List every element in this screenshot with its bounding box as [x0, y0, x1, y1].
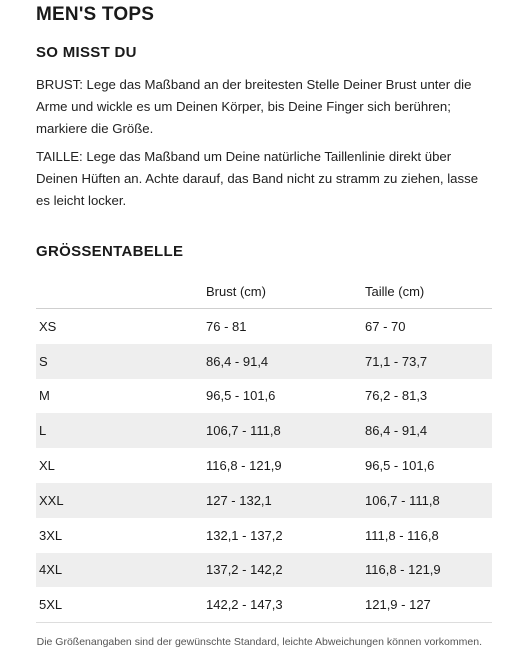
table-row — [36, 379, 492, 414]
size-cell: XL — [39, 458, 55, 474]
taille-cell: 76,2 - 81,3 — [365, 388, 428, 404]
taille-cell: 106,7 - 111,8 — [365, 483, 492, 518]
table-row — [36, 309, 492, 344]
brust-line: Arme und wickle es um Deinen Körper, bis Deine Finger sich berühren; — [36, 99, 451, 114]
brust-cell: 76 - 81 — [206, 318, 247, 334]
table-row — [36, 483, 492, 518]
brust-cell: 132,1 - 137,2 — [206, 527, 283, 543]
measure-heading: SO MISST DU — [36, 44, 137, 61]
size-cell: 4XL — [36, 553, 206, 588]
taille-cell: 71,1 - 73,7 — [365, 344, 492, 379]
brust-cell: 142,2 - 147,3 — [206, 587, 365, 622]
brust-cell: 106,7 - 111,8 — [206, 413, 365, 448]
size-cell: XXL — [36, 483, 206, 518]
size-cell: M — [39, 388, 50, 404]
table-row — [36, 587, 492, 622]
size-cell: XS — [39, 318, 57, 334]
size-cell: S — [36, 344, 206, 379]
brust-line: markiere die Größe. — [36, 121, 154, 136]
brust-line: BRUST: Lege das Maßband an der breitesten Stelle Deiner Brust unter die — [36, 77, 472, 92]
brust-cell: 137,2 - 142,2 — [206, 553, 365, 588]
size-cell: 3XL — [39, 527, 63, 543]
brust-cell: 116,8 - 121,9 — [206, 458, 282, 474]
taille-line: es leicht locker. — [36, 193, 127, 208]
taille-cell: 86,4 - 91,4 — [365, 413, 492, 448]
header-size — [36, 274, 206, 309]
table-row — [36, 553, 492, 588]
header-taille: Taille (cm) — [365, 274, 492, 309]
table-row — [36, 518, 492, 553]
size-table-heading: GRÖSSENTABELLE — [36, 243, 184, 260]
size-cell: L — [36, 413, 206, 448]
taille-cell: 111,8 - 116,8 — [365, 527, 439, 543]
brust-cell: 86,4 - 91,4 — [206, 344, 365, 379]
taille-cell: 96,5 - 101,6 — [365, 458, 435, 474]
table-row — [36, 344, 492, 379]
taille-line: Deinen Hüften an. Achte darauf, das Band nicht zu stramm zu ziehen, lasse — [36, 171, 479, 186]
taille-cell: 67 - 70 — [365, 318, 406, 334]
size-footnote: Die Größenangaben sind der gewünschte Standard, leichte Abweichungen können vorkommen. — [36, 636, 482, 648]
size-cell: 5XL — [36, 587, 206, 622]
size-table — [36, 274, 492, 623]
header-brust: Brust (cm) — [206, 274, 365, 309]
taille-instructions — [36, 146, 479, 212]
brust-cell: 96,5 - 101,6 — [206, 388, 276, 404]
brust-cell: 127 - 132,1 — [206, 483, 365, 518]
taille-cell: 121,9 - 127 — [365, 587, 492, 622]
brust-instructions — [36, 74, 476, 140]
page-title: MEN'S TOPS — [36, 4, 155, 25]
table-row — [36, 448, 492, 483]
table-row — [36, 413, 492, 448]
taille-cell: 116,8 - 121,9 — [365, 553, 492, 588]
table-header-row — [36, 274, 492, 309]
taille-line: TAILLE: Lege das Maßband um Deine natürliche Taillenlinie direkt über — [36, 149, 452, 164]
